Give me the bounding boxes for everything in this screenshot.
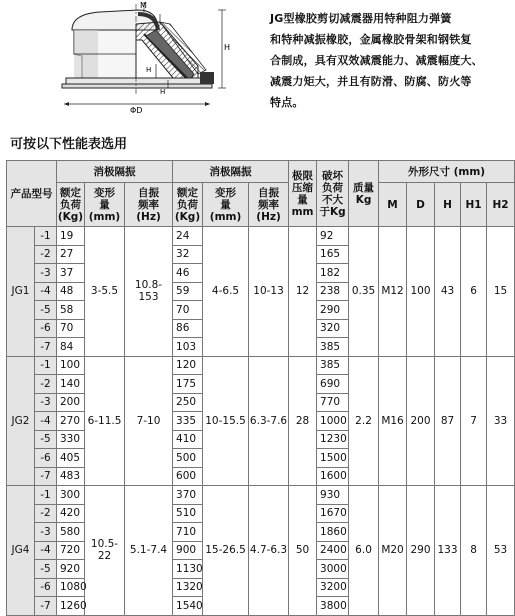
rated-load-2: 250	[173, 393, 203, 412]
break-load: 165	[317, 245, 349, 264]
dim-h: 43	[435, 227, 461, 357]
rated-load-2: 46	[173, 264, 203, 283]
rated-load-1: 27	[57, 245, 85, 264]
freq-1: 7-10	[125, 356, 173, 486]
break-load: 3800	[317, 597, 349, 616]
dim-h: 133	[435, 486, 461, 616]
rated-load-2: 710	[173, 523, 203, 542]
model-suffix: -4	[35, 282, 57, 301]
header-rated-load-2: 额定 负荷 (Kg)	[173, 183, 203, 227]
header-h2: H2	[487, 183, 515, 227]
table-subtitle: 可按以下性能表选用	[10, 137, 128, 152]
rated-load-2: 500	[173, 449, 203, 468]
deform-1: 3-5.5	[85, 227, 125, 357]
break-load: 385	[317, 356, 349, 375]
model-suffix: -4	[35, 541, 57, 560]
compress: 50	[289, 486, 317, 616]
dim-m: M12	[379, 227, 407, 357]
header-rated-load-1: 额定 负荷 (Kg)	[57, 183, 85, 227]
deform-2: 4-6.5	[203, 227, 249, 357]
model-suffix: -7	[35, 467, 57, 486]
rated-load-2: 1540	[173, 597, 203, 616]
label-m: M	[140, 1, 147, 10]
rated-load-1: 330	[57, 430, 85, 449]
header-h1: H1	[461, 183, 487, 227]
header-deform-2: 变形 量 (mm)	[203, 183, 249, 227]
rated-load-1: 37	[57, 264, 85, 283]
break-load: 1000	[317, 412, 349, 431]
header-freq-1: 自振 频率 (Hz)	[125, 183, 173, 227]
break-load: 930	[317, 486, 349, 505]
compress: 28	[289, 356, 317, 486]
table-row	[7, 227, 515, 246]
mass: 2.2	[349, 356, 379, 486]
rated-load-1: 84	[57, 338, 85, 357]
rated-load-2: 59	[173, 282, 203, 301]
dim-h1: 7	[461, 356, 487, 486]
break-load: 3000	[317, 560, 349, 579]
label-h1: H	[146, 66, 152, 74]
model-name: JG4	[7, 486, 35, 616]
break-load: 320	[317, 319, 349, 338]
deform-1: 10.5-22	[85, 486, 125, 616]
dim-h2: 33	[487, 356, 515, 486]
mass: 6.0	[349, 486, 379, 616]
break-load: 1600	[317, 467, 349, 486]
break-load: 1670	[317, 504, 349, 523]
rated-load-2: 1320	[173, 578, 203, 597]
header-model: 产品型号	[7, 161, 57, 227]
break-load: 770	[317, 393, 349, 412]
label-h: H	[224, 43, 231, 52]
freq-2: 6.3-7.6	[249, 356, 289, 486]
model-suffix: -6	[35, 578, 57, 597]
rated-load-1: 19	[57, 227, 85, 246]
model-suffix: -6	[35, 449, 57, 468]
freq-2: 10-13	[249, 227, 289, 357]
rated-load-1: 200	[57, 393, 85, 412]
rated-load-2: 600	[173, 467, 203, 486]
header-group1: 消极隔振	[57, 161, 173, 183]
rated-load-1: 270	[57, 412, 85, 431]
rated-load-1: 420	[57, 504, 85, 523]
deform-1: 6-11.5	[85, 356, 125, 486]
model-suffix: -2	[35, 504, 57, 523]
model-suffix: -6	[35, 319, 57, 338]
dim-m: M16	[379, 356, 407, 486]
rated-load-2: 510	[173, 504, 203, 523]
dim-m: M20	[379, 486, 407, 616]
label-d: ΦD	[130, 106, 143, 115]
model-suffix: -5	[35, 560, 57, 579]
break-load: 182	[317, 264, 349, 283]
model-suffix: -7	[35, 597, 57, 616]
rated-load-1: 580	[57, 523, 85, 542]
header-group2: 消极隔振	[173, 161, 289, 183]
model-suffix: -2	[35, 375, 57, 394]
header-break-load: 破坏 负荷 不大 于Kg	[317, 161, 349, 227]
description-line: 和特种减振橡胶，金属橡胶骨架和钢铁复	[270, 33, 472, 46]
model-suffix: -5	[35, 430, 57, 449]
rated-load-2: 370	[173, 486, 203, 505]
dim-d: 100	[407, 227, 435, 357]
model-name: JG1	[7, 227, 35, 357]
model-suffix: -3	[35, 393, 57, 412]
header-mass: 质量 Kg	[349, 161, 379, 227]
freq-2: 4.7-6.3	[249, 486, 289, 616]
rated-load-2: 120	[173, 356, 203, 375]
rated-load-2: 175	[173, 375, 203, 394]
rated-load-1: 1260	[57, 597, 85, 616]
header-d: D	[407, 183, 435, 227]
label-h2: H	[160, 88, 166, 96]
description-line: JG型橡胶剪切减震器用特种阻力弹簧	[270, 12, 452, 25]
dim-d: 200	[407, 356, 435, 486]
freq-1: 5.1-7.4	[125, 486, 173, 616]
rated-load-2: 32	[173, 245, 203, 264]
dim-h1: 6	[461, 227, 487, 357]
rated-load-1: 920	[57, 560, 85, 579]
product-description	[270, 8, 492, 113]
break-load: 1860	[317, 523, 349, 542]
header-compress: 极限 压缩 量 mm	[289, 161, 317, 227]
model-name: JG2	[7, 356, 35, 486]
model-suffix: -3	[35, 264, 57, 283]
rated-load-1: 1080	[57, 578, 85, 597]
model-suffix: -1	[35, 486, 57, 505]
break-load: 1230	[317, 430, 349, 449]
model-suffix: -7	[35, 338, 57, 357]
description-line: 特点。	[270, 96, 304, 109]
header-m: M	[379, 183, 407, 227]
model-suffix: -1	[35, 227, 57, 246]
rated-load-1: 483	[57, 467, 85, 486]
rated-load-1: 58	[57, 301, 85, 320]
break-load: 2400	[317, 541, 349, 560]
description-line: 合制成，具有双效减震能力、减震幅度大、	[270, 54, 483, 67]
model-suffix: -5	[35, 301, 57, 320]
break-load: 92	[317, 227, 349, 246]
rated-load-2: 335	[173, 412, 203, 431]
dim-h1: 8	[461, 486, 487, 616]
header-dims: 外形尺寸 (mm)	[379, 161, 515, 183]
rated-load-1: 405	[57, 449, 85, 468]
rated-load-2: 24	[173, 227, 203, 246]
freq-1: 10.8-153	[125, 227, 173, 357]
compress: 12	[289, 227, 317, 357]
description-line: 减震力矩大，并且有防滑、防腐、防火等	[270, 75, 472, 88]
model-suffix: -3	[35, 523, 57, 542]
table-row	[7, 356, 515, 375]
rated-load-2: 900	[173, 541, 203, 560]
deform-2: 15-26.5	[203, 486, 249, 616]
header-deform-1: 变形 量 (mm)	[85, 183, 125, 227]
rated-load-1: 720	[57, 541, 85, 560]
rated-load-1: 70	[57, 319, 85, 338]
break-load: 3200	[317, 578, 349, 597]
header-h: H	[435, 183, 461, 227]
model-suffix: -1	[35, 356, 57, 375]
dim-d: 290	[407, 486, 435, 616]
rated-load-1: 100	[57, 356, 85, 375]
header-freq-2: 自振 频率 (Hz)	[249, 183, 289, 227]
model-suffix: -2	[35, 245, 57, 264]
rated-load-2: 70	[173, 301, 203, 320]
break-load: 385	[317, 338, 349, 357]
break-load: 238	[317, 282, 349, 301]
performance-table	[6, 160, 515, 616]
rated-load-2: 1130	[173, 560, 203, 579]
dim-h2: 53	[487, 486, 515, 616]
model-suffix: -4	[35, 412, 57, 431]
rated-load-2: 86	[173, 319, 203, 338]
break-load: 1500	[317, 449, 349, 468]
rated-load-2: 103	[173, 338, 203, 357]
break-load: 290	[317, 301, 349, 320]
rated-load-1: 140	[57, 375, 85, 394]
mass: 0.35	[349, 227, 379, 357]
break-load: 690	[317, 375, 349, 394]
damper-section-drawing	[60, 0, 230, 116]
rated-load-2: 410	[173, 430, 203, 449]
dim-h2: 15	[487, 227, 515, 357]
rated-load-1: 300	[57, 486, 85, 505]
table-row	[7, 486, 515, 505]
deform-2: 10-15.5	[203, 356, 249, 486]
dim-h: 87	[435, 356, 461, 486]
rated-load-1: 48	[57, 282, 85, 301]
